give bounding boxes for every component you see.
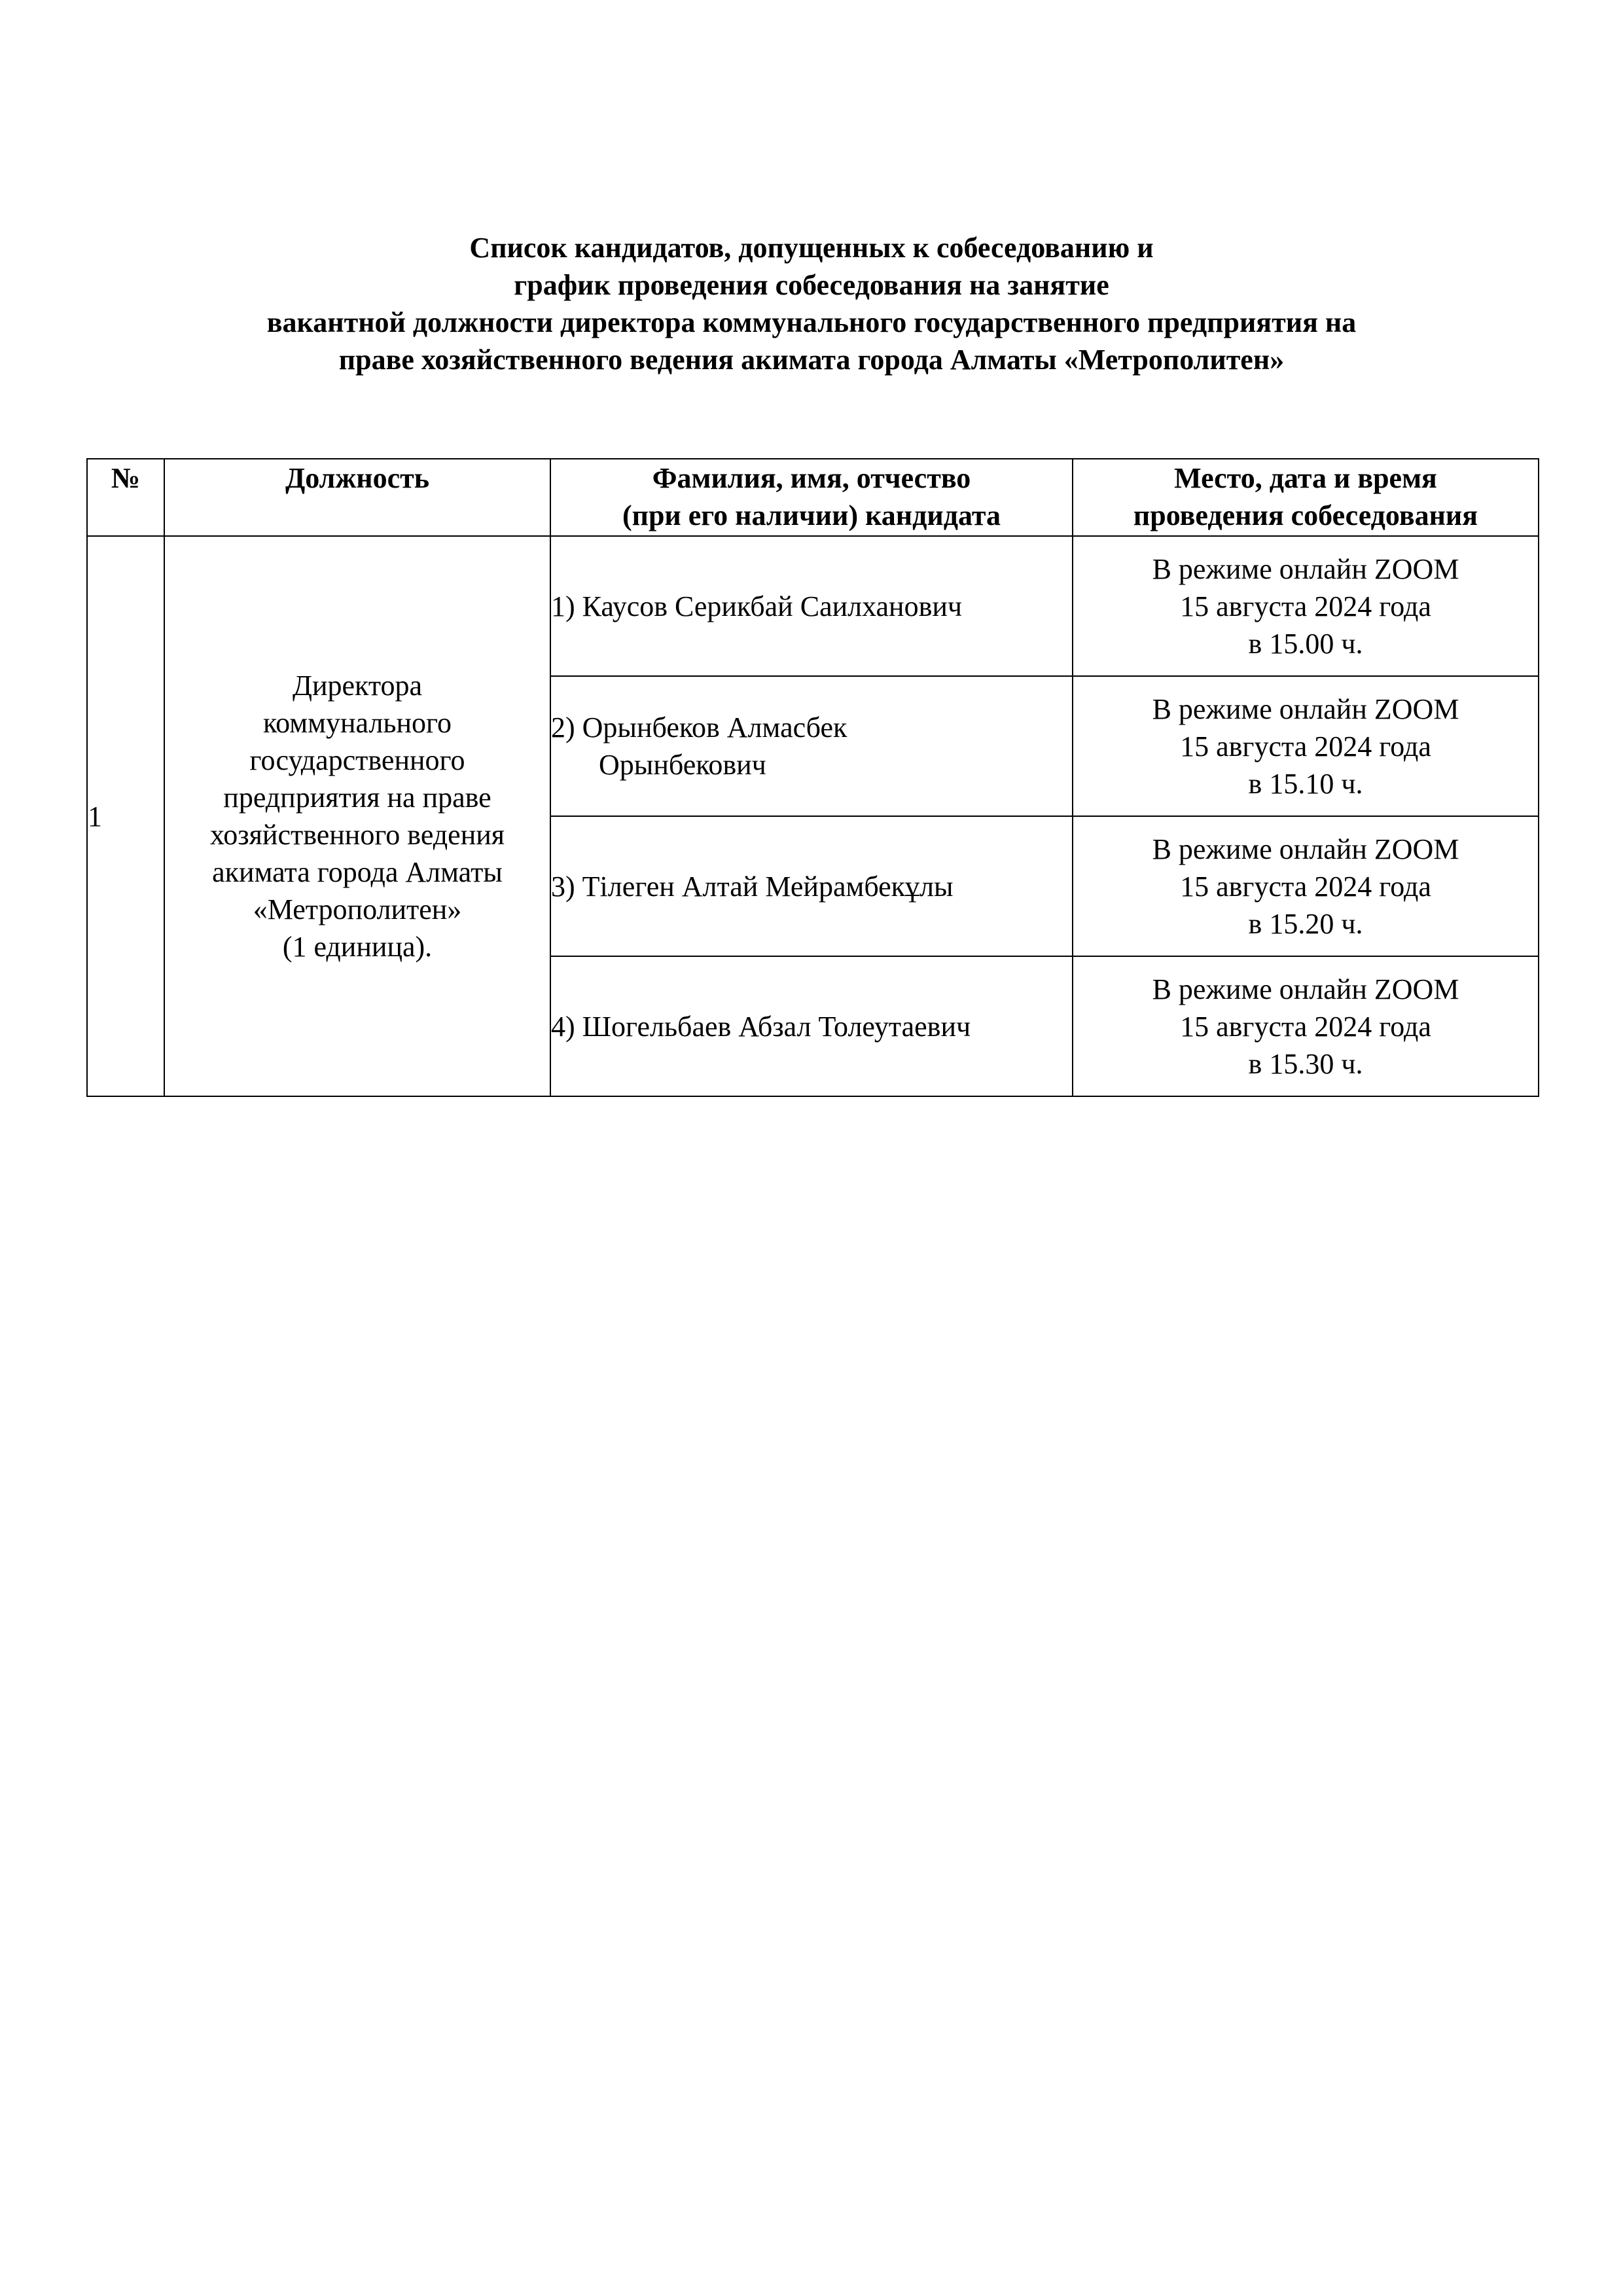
candidates-table — [86, 458, 1539, 1097]
header-position — [164, 459, 550, 536]
candidate-cell — [550, 536, 1073, 676]
position-line: (1 единица). — [282, 931, 433, 963]
candidate-name: 3) Тілеген Алтай Мейрамбекұлы — [551, 870, 954, 903]
candidate-name: 1) Каусов Серикбай Саилханович — [551, 590, 963, 622]
position-line: акимата города Алматы — [212, 856, 503, 888]
schedule-cell — [1073, 956, 1539, 1096]
schedule-place: В режиме онлайн ZOOM — [1152, 973, 1459, 1005]
header-candidate-line: Фамилия, имя, отчество — [652, 462, 971, 494]
candidate-cell — [550, 676, 1073, 816]
schedule-date: 15 августа 2024 года — [1180, 1010, 1431, 1043]
table-row — [87, 536, 1539, 676]
document-title — [0, 229, 1623, 378]
title-line: Список кандидатов, допущенных к собеседованию и — [469, 232, 1154, 264]
schedule-date: 15 августа 2024 года — [1180, 870, 1431, 903]
header-num: № — [87, 459, 164, 536]
candidate-cell — [550, 956, 1073, 1096]
schedule-time: в 15.30 ч. — [1248, 1047, 1363, 1080]
header-position-label: Должность — [285, 462, 430, 494]
candidate-name: 4) Шогельбаев Абзал Толеутаевич — [551, 1010, 971, 1043]
header-candidate — [550, 459, 1073, 536]
schedule-time: в 15.10 ч. — [1248, 767, 1363, 800]
position-line: государственного — [249, 744, 465, 776]
position-cell — [164, 536, 550, 1096]
position-line: предприятия на праве — [223, 781, 491, 814]
position-line: хозяйственного ведения — [209, 819, 505, 851]
candidate-name-continued: Орынбекович — [599, 749, 766, 781]
header-schedule-line: проведения собеседования — [1133, 499, 1478, 531]
position-line: «Метрополитен» — [253, 893, 462, 925]
header-candidate-line: (при его наличии) кандидата — [622, 499, 1001, 531]
position-line: коммунального — [263, 707, 452, 739]
row-number: 1 — [87, 536, 164, 1096]
header-schedule — [1073, 459, 1539, 536]
schedule-place: В режиме онлайн ZOOM — [1152, 692, 1459, 725]
title-line: график проведения собеседования на занятие — [514, 269, 1109, 301]
candidate-name: 2) Орынбеков Алмасбек — [551, 711, 847, 744]
title-line: вакантной должности директора коммунального государственного предприятия на — [266, 306, 1357, 338]
schedule-date: 15 августа 2024 года — [1180, 730, 1431, 762]
header-schedule-line: Место, дата и время — [1174, 462, 1437, 494]
schedule-cell — [1073, 816, 1539, 956]
schedule-date: 15 августа 2024 года — [1180, 590, 1431, 622]
schedule-cell — [1073, 676, 1539, 816]
position-line: Директора — [292, 670, 423, 702]
schedule-place: В режиме онлайн ZOOM — [1152, 552, 1459, 585]
schedule-cell — [1073, 536, 1539, 676]
table-header-row — [87, 459, 1539, 536]
candidate-cell — [550, 816, 1073, 956]
schedule-time: в 15.00 ч. — [1248, 627, 1363, 660]
schedule-place: В режиме онлайн ZOOM — [1152, 833, 1459, 865]
title-line: праве хозяйственного ведения акимата города Алматы «Метрополитен» — [338, 344, 1285, 376]
schedule-time: в 15.20 ч. — [1248, 907, 1363, 940]
